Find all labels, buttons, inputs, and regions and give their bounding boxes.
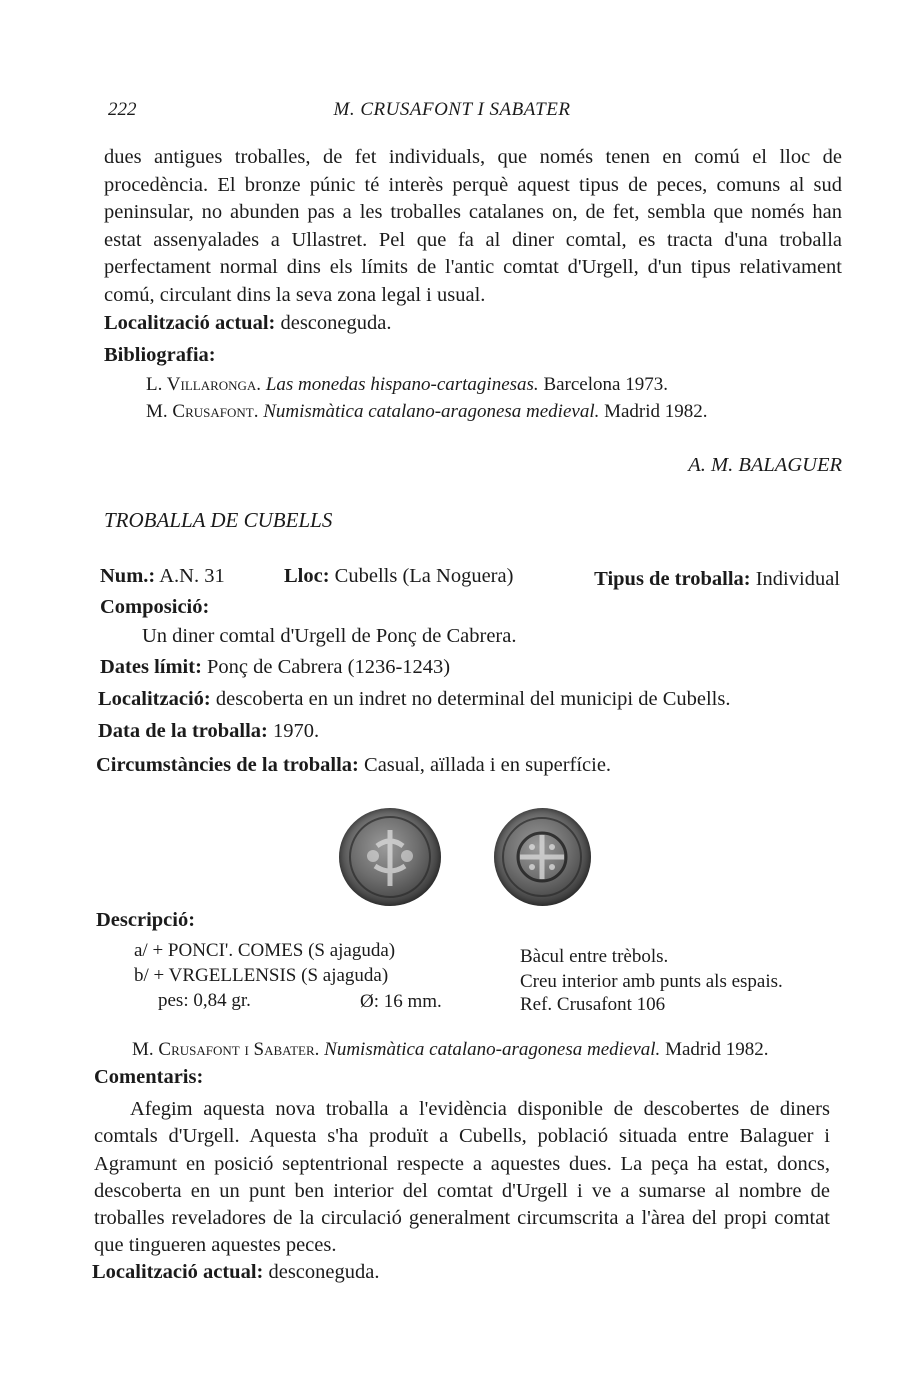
description-citation xyxy=(132,1038,769,1063)
comentaris-heading xyxy=(94,1064,203,1091)
composicio-heading xyxy=(100,594,209,621)
tipus-value: Individual xyxy=(755,568,840,590)
num-value: A.N. 31 xyxy=(159,565,225,587)
cite-author: M. Crusafont i Sabater. xyxy=(132,1039,320,1060)
bibliography-entry-2 xyxy=(146,400,708,425)
running-title: M. CRUSAFONT I SABATER xyxy=(333,99,571,120)
bib1-rest: Barcelona 1973. xyxy=(543,374,668,395)
intro-paragraph: dues antigues troballes, de fet individuals, que només tenen en comú el lloc de procedència. El bronze púnic té interès perquè aquest tipus de peces, comuns al sud peninsular, no abunden pas a les troballes catalanes on, de fet, sembla que només han estat assenyalades a Ullastret. Pel que fa al diner comtal, es tracta d'una troballa perfectament normal dins els límits de l'antic comtat d'Urgell, d'un tipus relativament comú, circulant dins la seva zona legal i usual. xyxy=(104,146,842,306)
bibliography-label: Bibliografia: xyxy=(104,344,216,366)
coin-reverse-image xyxy=(494,808,591,906)
num-label: Num.: xyxy=(100,565,156,587)
section-title: TROBALLA DE CUBELLS xyxy=(104,508,333,532)
bibliography-heading xyxy=(104,342,842,369)
localitzacio-label: Localització: xyxy=(98,688,211,710)
descripcio-b-line: b/ + VRGELLENSIS (S ajaguda) xyxy=(134,965,389,986)
tipus-field xyxy=(594,566,840,593)
dates-label: Dates límit: xyxy=(100,656,202,678)
page-number: 222 xyxy=(108,99,137,120)
cite-rest: Madrid 1982. xyxy=(665,1039,769,1060)
lloc-value: Cubells (La Noguera) xyxy=(334,565,514,587)
bib2-author: M. Crusafont. xyxy=(146,401,259,422)
tipus-label: Tipus de troballa: xyxy=(594,568,751,590)
comments-paragraph: Afegim aquesta nova troballa a l'evidència disponible de descobertes de diners comtals d'Urgell. Aquesta s'ha produït a Cubells, població situada entre Balaguer i Agramunt en posició septentrional respecte a aquestes dues. La peça ha estat, doncs, descoberta en un punt ben interior del comtat d'Urgell i ve a sumarse al nombre de troballes reveladores de la circulació generalment circumscrita a l'àrea del propi comtat que tingueren aquestes peces. xyxy=(94,1098,830,1257)
intro-location xyxy=(104,310,842,337)
intro-location-label: Localització actual: xyxy=(104,312,276,334)
lloc-field xyxy=(284,563,513,590)
dates-value: Ponç de Cabrera (1236-1243) xyxy=(207,656,451,678)
signature: A. M. BALAGUER xyxy=(688,454,842,476)
data-field xyxy=(98,718,319,745)
composicio-label: Composició: xyxy=(100,596,210,618)
bib2-rest: Madrid 1982. xyxy=(604,401,708,422)
descripcio-weight: pes: 0,84 gr. xyxy=(158,990,251,1011)
descripcio-label: Descripció: xyxy=(96,909,196,931)
bib1-title: Las monedas hispano-cartaginesas. xyxy=(265,374,539,395)
comments-location-value: desconeguda. xyxy=(268,1261,380,1283)
dates-field xyxy=(100,654,450,681)
cite-title: Numismàtica catalano-aragonesa medieval. xyxy=(324,1039,661,1060)
descripcio-ref: Ref. Crusafont 106 xyxy=(520,994,666,1015)
descripcio-diameter: Ø: 16 mm. xyxy=(360,991,442,1012)
bib1-author: L. Villaronga. xyxy=(146,374,262,395)
comments-location xyxy=(92,1259,379,1286)
coin-reverse-design xyxy=(494,808,591,906)
circumstancies-field xyxy=(96,752,611,779)
localitzacio-field xyxy=(98,686,730,713)
data-label: Data de la troballa: xyxy=(98,720,268,742)
coin-obverse-design xyxy=(339,808,441,906)
intro-location-value: desconeguda. xyxy=(280,312,392,334)
localitzacio-value: descoberta en un indret no determinal del municipi de Cubells. xyxy=(215,688,731,710)
circumstancies-label: Circumstàncies de la troballa: xyxy=(96,754,359,776)
bibliography-entry-1 xyxy=(146,373,668,398)
num-field xyxy=(100,563,225,590)
data-value: 1970. xyxy=(273,720,320,742)
descripcio-heading xyxy=(96,907,195,934)
lloc-label: Lloc: xyxy=(284,565,330,587)
descripcio-a-line: a/ + PONCI'. COMES (S ajaguda) xyxy=(134,940,396,961)
comentaris-label: Comentaris: xyxy=(94,1066,204,1088)
comments-location-label: Localització actual: xyxy=(92,1261,264,1283)
descripcio-b-right: Creu interior amb punts als espais. xyxy=(520,971,783,992)
descripcio-a-right: Bàcul entre trèbols. xyxy=(520,946,669,967)
coin-obverse-image xyxy=(339,808,441,906)
circumstancies-value: Casual, aïllada i en superfície. xyxy=(364,754,612,776)
bib2-title: Numismàtica catalano-aragonesa medieval. xyxy=(263,401,600,422)
composicio-value: Un diner comtal d'Urgell de Ponç de Cabrera. xyxy=(142,625,517,647)
